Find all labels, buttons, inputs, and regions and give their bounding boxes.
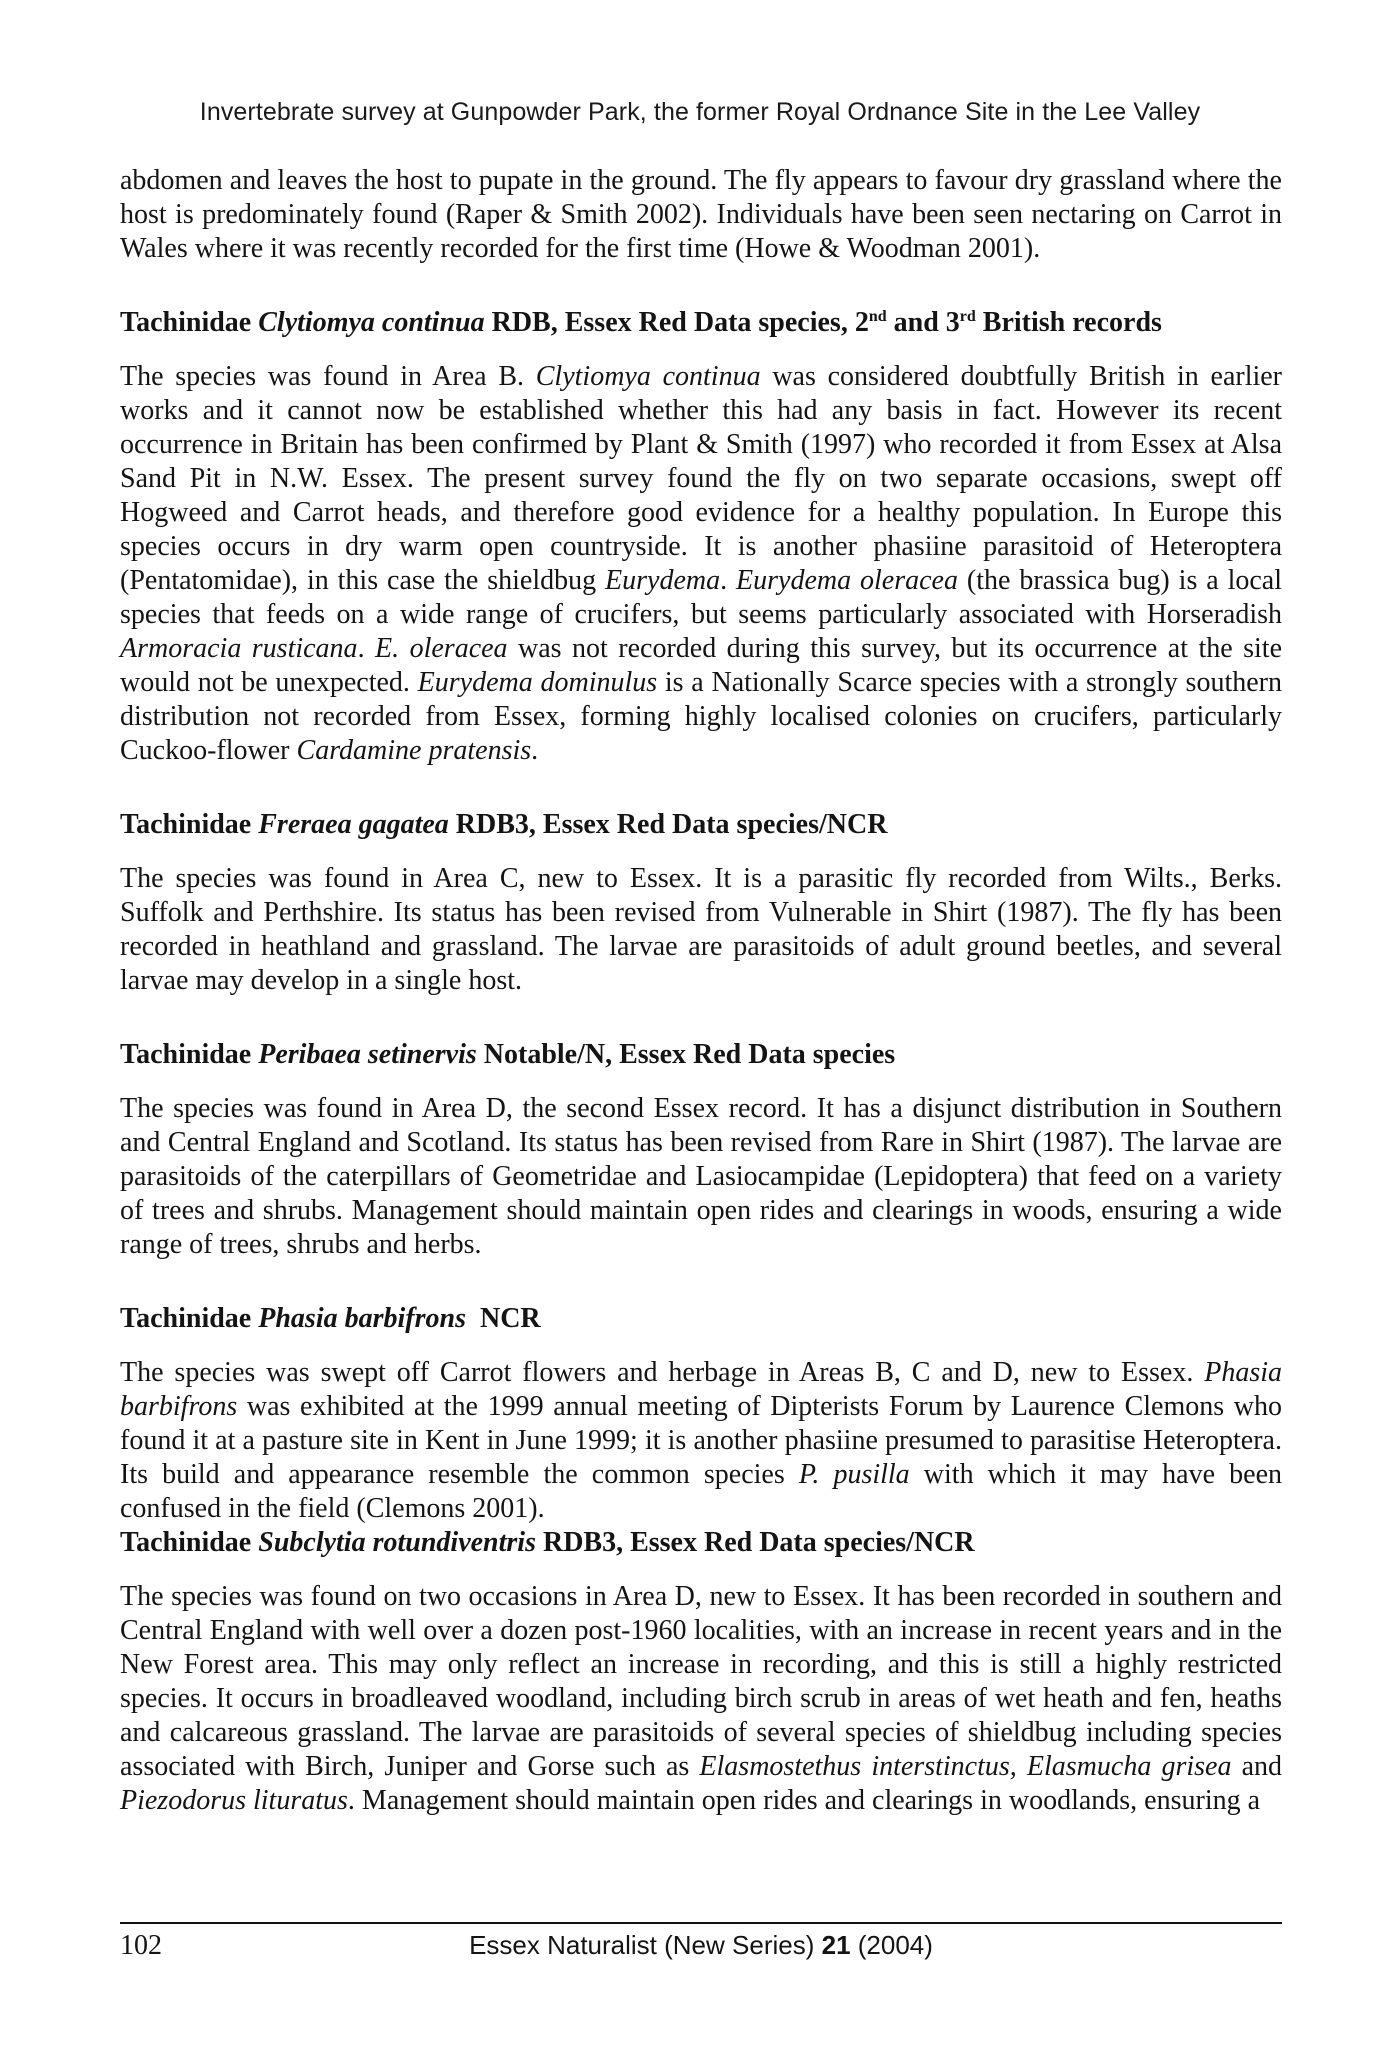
heading-species: Clytiomya continua xyxy=(258,307,485,338)
paragraph-subclytia-rotundiventris xyxy=(120,1580,1282,1818)
species-name: P. pusilla xyxy=(798,1459,910,1490)
species-name: Phasia barbifrons xyxy=(120,1357,1282,1422)
journal-title: Essex Naturalist (New Series) xyxy=(469,1930,822,1960)
text-run: was not recorded during this survey, but its occurrence at the site would not be unexpected. xyxy=(120,633,1283,698)
superscript-rd: rd xyxy=(959,308,976,325)
paragraph-phasia-barbifrons xyxy=(120,1356,1282,1526)
heading-status-tail: British records xyxy=(975,307,1162,338)
species-name: Eurydema dominulus xyxy=(417,667,658,698)
text-run: The species was found in Area B. xyxy=(120,361,536,392)
heading-status: Notable/N, Essex Red Data species xyxy=(476,1039,896,1070)
species-name: E. oleracea xyxy=(375,633,508,664)
text-run: with which it may have been confused in the field (Clemons 2001). xyxy=(120,1459,1283,1524)
heading-status: RDB3, Essex Red Data species/NCR xyxy=(535,1527,975,1558)
text-run: The species was swept off Carrot flowers and herbage in Areas B, C and D, new to Essex. xyxy=(120,1357,1205,1388)
species-name: Eurydema oleracea xyxy=(736,565,958,596)
heading-family: Tachinidae xyxy=(120,1527,259,1558)
heading-phasia-barbifrons xyxy=(120,1302,1282,1336)
heading-family: Tachinidae xyxy=(120,809,259,840)
species-name: Clytiomya continua xyxy=(535,361,761,392)
text-run: The species was found on two occasions in Area D, new to Essex. It has been recorded in southern and Central England with well over a dozen post-1960 localities, with an increase in recent years and in the New Forest area. This may only reflect an increase in recording, and this is still a highly restricted species. It occurs in broadleaved woodland, including birch scrub in areas of wet heath and fen, heaths and calcareous grassland. The larvae are parasitoids of several species of shieldbug including species associated with Birch, Juniper and Gorse such as xyxy=(120,1581,1282,1782)
heading-status: RDB, Essex Red Data species, 2 xyxy=(484,307,869,338)
page-number: 102 xyxy=(120,1930,162,1961)
heading-species: Freraea gagatea xyxy=(258,809,449,840)
heading-family: Tachinidae xyxy=(120,1039,259,1070)
journal-volume: 21 xyxy=(821,1930,851,1960)
heading-status-mid: and 3 xyxy=(886,307,960,338)
paragraph-clytiomya-continua xyxy=(120,360,1282,768)
text-run: (the brassica bug) is a local species that feeds on a wide range of crucifers, but seems particularly associated with Horseradish xyxy=(120,565,1283,630)
superscript-nd: nd xyxy=(868,308,887,325)
species-name: Eurydema xyxy=(605,565,721,596)
text-run: was exhibited at the 1999 annual meeting of Dipterists Forum by Laurence Clemons who found it at a pasture site in Kent in June 1999; it is another phasiine presumed to parasitise Heteroptera. Its build and appearance resemble the common species xyxy=(120,1391,1282,1490)
article-body xyxy=(120,164,1282,1818)
heading-status: RDB3, Essex Red Data species/NCR xyxy=(448,809,888,840)
heading-species: Phasia barbifrons xyxy=(258,1303,466,1334)
heading-family: Tachinidae xyxy=(120,307,259,338)
footer-rule xyxy=(120,1922,1282,1924)
heading-clytiomya-continua xyxy=(120,306,1282,340)
journal-citation xyxy=(120,1930,1282,1961)
species-name: Armoracia rusticana xyxy=(120,633,358,664)
paragraph-freraea-gagatea: The species was found in Area C, new to Essex. It is a parasitic fly recorded from Wilts., Berks. Suffolk and Perthshire. Its status has been revised from Vulnerable in Shirt (1987). The fly has been recorded in heathland and grassland. The larvae are parasitoids of adult ground beetles, and several larvae may develop in a single host. xyxy=(120,863,1282,996)
journal-year: (2004) xyxy=(850,1930,933,1960)
species-name: Piezodorus lituratus xyxy=(120,1785,348,1816)
text-run: . xyxy=(357,633,376,664)
text-run: . xyxy=(531,735,539,766)
text-run: was considered doubtfully British in earlier works and it cannot now be established whether this had any basis in fact. However its recent occurrence in Britain has been confirmed by Plant & Smith (1997) who recorded it from Essex at Alsa Sand Pit in N.W. Essex. The present survey found the fly on two separate occasions, swept off Hogweed and Carrot heads, and therefore good evidence for a healthy population. In Europe this species occurs in dry warm open countryside. It is another phasiine parasitoid of Heteroptera (Pentatomidae), in this case the shieldbug xyxy=(120,361,1283,596)
running-header: Invertebrate survey at Gunpowder Park, the former Royal Ordnance Site in the Lee Valley xyxy=(199,98,1201,126)
heading-status: NCR xyxy=(465,1303,541,1334)
text-run: and xyxy=(1231,1751,1283,1782)
heading-family: Tachinidae xyxy=(120,1303,259,1334)
heading-subclytia-rotundiventris xyxy=(120,1526,1282,1560)
species-name: Cardamine pratensis xyxy=(296,735,532,766)
paragraph-peribaea-setinervis: The species was found in Area D, the second Essex record. It has a disjunct distribution in Southern and Central England and Scotland. Its status has been revised from Rare in Shirt (1987). The larvae are parasitoids of the caterpillars of Geometridae and Lasiocampidae (Lepidoptera) that feed on a variety of trees and shrubs. Management should maintain open rides and clearings in woods, ensuring a wide range of trees, shrubs and herbs. xyxy=(120,1093,1282,1260)
species-name: Elasmostethus interstinctus, Elasmucha grisea xyxy=(699,1751,1232,1782)
heading-peribaea-setinervis xyxy=(120,1038,1282,1072)
heading-species: Subclytia rotundiventris xyxy=(258,1527,536,1558)
heading-species: Peribaea setinervis xyxy=(258,1039,477,1070)
text-run: . xyxy=(720,565,737,596)
paragraph-intro: abdomen and leaves the host to pupate in the ground. The fly appears to favour dry grassland where the host is predominately found (Raper & Smith 2002). Individuals have been seen nectaring on Carrot in Wales where it was recently recorded for the first time (Howe & Woodman 2001). xyxy=(120,165,1282,264)
text-run: . Management should maintain open rides and clearings in woodlands, ensuring a xyxy=(347,1785,1261,1816)
text-run: is a Nationally Scarce species with a strongly southern distribution not recorded from Essex, forming highly localised colonies on crucifers, particularly Cuckoo-flower xyxy=(120,667,1282,766)
heading-freraea-gagatea xyxy=(120,808,1282,842)
